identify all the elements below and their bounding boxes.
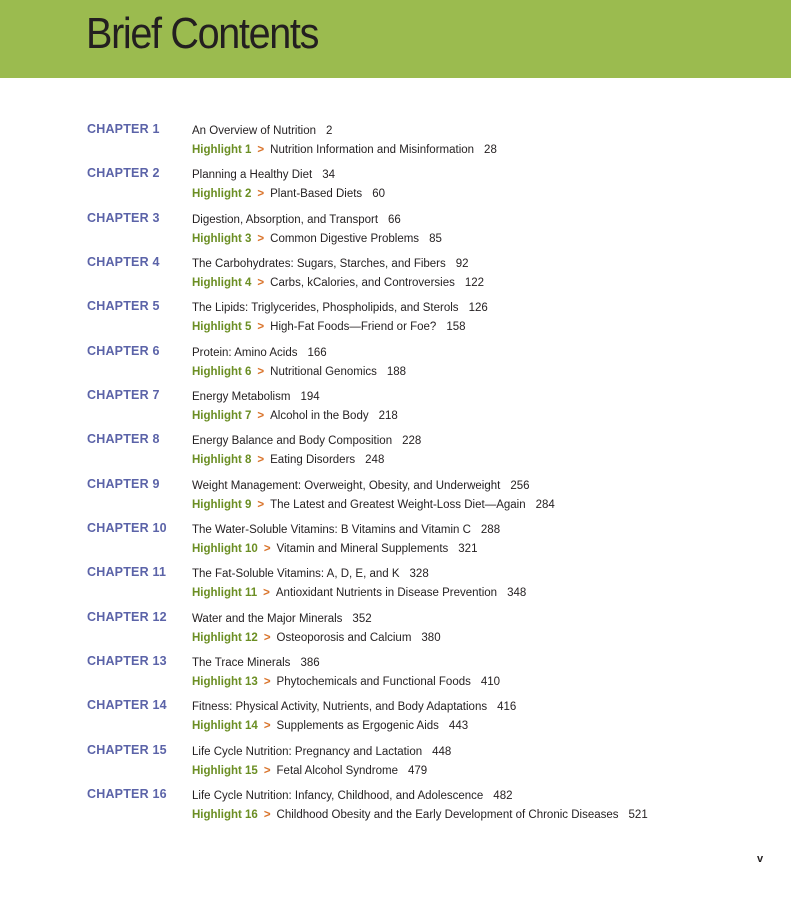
arrow-icon: > — [263, 587, 270, 600]
highlight-page: 443 — [448, 720, 469, 733]
highlight-page: 122 — [464, 277, 485, 290]
chapter-line — [192, 787, 772, 806]
highlight-line — [192, 318, 772, 337]
chapter-line — [192, 122, 772, 141]
arrow-icon: > — [263, 631, 271, 644]
chapter-entry — [0, 121, 791, 165]
chapter-page: 416 — [497, 701, 517, 714]
chapter-entry — [0, 210, 791, 254]
highlight-page: 28 — [484, 144, 497, 156]
highlight-page: 479 — [407, 764, 428, 777]
arrow-icon: > — [257, 498, 265, 511]
page-title: Brief Contents — [86, 9, 319, 58]
highlight-label: Highlight 7 — [192, 410, 252, 423]
chapter-page: 228 — [402, 435, 422, 448]
chapter-page: 2 — [326, 125, 333, 137]
highlight-line — [192, 717, 772, 736]
chapter-page: 288 — [480, 524, 501, 537]
highlight-line — [192, 762, 772, 781]
highlight-label: Highlight 1 — [192, 144, 252, 156]
highlight-line — [192, 141, 772, 160]
arrow-icon: > — [257, 277, 265, 290]
highlight-line — [192, 806, 772, 825]
highlight-title: Plant-Based Diets — [270, 188, 363, 201]
chapter-line — [192, 565, 772, 584]
highlight-line — [192, 540, 772, 559]
highlight-title: Antioxidant Nutrients in Disease Prevention — [275, 587, 498, 600]
chapter-title: The Carbohydrates: Sugars, Starches, and Fibers — [192, 258, 446, 271]
chapter-page: 256 — [510, 479, 530, 492]
highlight-line — [192, 673, 772, 692]
chapter-title: The Lipids: Triglycerides, Phospholipids, and Sterols — [192, 302, 459, 315]
chapter-line — [192, 255, 772, 274]
arrow-icon: > — [263, 720, 271, 733]
chapter-line — [192, 388, 772, 407]
chapter-page: 448 — [432, 745, 452, 758]
chapter-label: CHAPTER 9 — [87, 476, 160, 491]
chapter-title: The Water-Soluble Vitamins: B Vitamins and Vitamin C — [192, 524, 471, 537]
highlight-label: Highlight 9 — [192, 498, 252, 511]
highlight-line — [192, 407, 772, 426]
chapter-line — [192, 743, 772, 762]
chapter-label: CHAPTER 8 — [87, 432, 160, 447]
chapter-label: CHAPTER 7 — [87, 388, 160, 403]
chapter-page: 482 — [493, 790, 513, 803]
highlight-title: Common Digestive Problems — [270, 232, 420, 245]
highlight-line — [192, 185, 772, 204]
highlight-label: Highlight 13 — [192, 676, 258, 689]
highlight-title: Phytochemicals and Functional Foods — [276, 676, 471, 689]
chapter-title: Planning a Healthy Diet — [192, 169, 313, 182]
chapter-line — [192, 698, 772, 717]
highlight-title: Vitamin and Mineral Supplements — [276, 543, 449, 556]
chapter-entry — [0, 742, 791, 786]
chapter-entry — [0, 254, 791, 298]
chapter-title: The Fat-Soluble Vitamins: A, D, E, and K — [192, 568, 400, 581]
chapter-label: CHAPTER 12 — [87, 609, 167, 624]
title-banner — [0, 0, 791, 78]
arrow-icon: > — [257, 144, 265, 156]
highlight-title: Osteoporosis and Calcium — [276, 631, 412, 644]
highlight-page: 218 — [378, 410, 398, 423]
arrow-icon: > — [257, 410, 265, 423]
highlight-label: Highlight 6 — [192, 365, 252, 378]
highlight-label: Highlight 16 — [192, 809, 258, 822]
highlight-title: Fetal Alcohol Syndrome — [276, 764, 398, 777]
highlight-line — [192, 230, 772, 249]
chapter-entry — [0, 431, 791, 475]
chapter-entry — [0, 298, 791, 342]
chapter-page: 194 — [300, 391, 320, 404]
table-of-contents — [0, 121, 791, 831]
highlight-page: 60 — [372, 188, 385, 201]
highlight-label: Highlight 11 — [192, 587, 258, 600]
highlight-title: Carbs, kCalories, and Controversies — [270, 277, 455, 290]
highlight-page: 188 — [386, 365, 407, 378]
highlight-page: 380 — [421, 631, 441, 644]
arrow-icon: > — [257, 188, 265, 201]
chapter-title: An Overview of Nutrition — [192, 125, 316, 137]
highlight-line — [192, 451, 772, 470]
chapter-label: CHAPTER 4 — [87, 255, 160, 270]
chapter-title: Energy Balance and Body Composition — [192, 435, 393, 448]
chapter-entry — [0, 520, 791, 564]
highlight-page: 248 — [365, 454, 385, 467]
chapter-page: 166 — [307, 346, 327, 359]
chapter-label: CHAPTER 16 — [87, 787, 167, 802]
highlight-label: Highlight 4 — [192, 277, 252, 290]
chapter-title: Weight Management: Overweight, Obesity, and Underweight — [192, 479, 501, 492]
arrow-icon: > — [263, 543, 271, 556]
highlight-page: 321 — [458, 543, 478, 556]
chapter-entry — [0, 786, 791, 830]
highlight-title: Nutritional Genomics — [270, 365, 377, 378]
highlight-page: 85 — [429, 232, 442, 245]
highlight-line — [192, 274, 772, 293]
chapter-line — [192, 432, 772, 451]
chapter-label: CHAPTER 3 — [87, 210, 160, 225]
chapter-label: CHAPTER 1 — [87, 122, 160, 136]
highlight-title: Nutrition Information and Misinformation — [270, 144, 475, 156]
chapter-line — [192, 654, 772, 673]
chapter-entry — [0, 609, 791, 653]
highlight-title: Eating Disorders — [270, 454, 356, 467]
chapter-page: 66 — [388, 213, 401, 226]
highlight-title: Supplements as Ergogenic Aids — [276, 720, 439, 733]
chapter-title: Life Cycle Nutrition: Infancy, Childhood, and Adolescence — [192, 790, 484, 803]
highlight-line — [192, 363, 772, 382]
chapter-line — [192, 211, 772, 230]
highlight-title: The Latest and Greatest Weight-Loss Diet—Again — [270, 498, 526, 511]
chapter-line — [192, 521, 772, 540]
chapter-entry — [0, 653, 791, 697]
chapter-page: 386 — [300, 657, 320, 670]
highlight-label: Highlight 8 — [192, 454, 252, 467]
chapter-entry — [0, 697, 791, 741]
chapter-page: 34 — [322, 169, 335, 182]
chapter-entry — [0, 343, 791, 387]
highlight-title: Childhood Obesity and the Early Development of Chronic Diseases — [276, 809, 619, 822]
chapter-entry — [0, 165, 791, 209]
highlight-page: 284 — [535, 498, 555, 511]
chapter-page: 126 — [468, 302, 488, 315]
arrow-icon: > — [257, 454, 265, 467]
chapter-title: The Trace Minerals — [192, 657, 291, 670]
chapter-page: 328 — [409, 568, 429, 581]
highlight-page: 348 — [507, 587, 527, 600]
highlight-title: Alcohol in the Body — [270, 410, 369, 423]
chapter-label: CHAPTER 5 — [87, 299, 160, 314]
chapter-label: CHAPTER 13 — [87, 654, 167, 669]
arrow-icon: > — [257, 232, 265, 245]
highlight-line — [192, 629, 772, 648]
chapter-entry — [0, 476, 791, 520]
chapter-page: 92 — [455, 258, 469, 271]
chapter-title: Life Cycle Nutrition: Pregnancy and Lactation — [192, 745, 423, 758]
arrow-icon: > — [263, 809, 271, 822]
chapter-title: Digestion, Absorption, and Transport — [192, 213, 379, 226]
arrow-icon: > — [263, 676, 271, 689]
chapter-line — [192, 166, 772, 185]
chapter-line — [192, 299, 772, 318]
highlight-label: Highlight 3 — [192, 232, 252, 245]
chapter-page: 352 — [352, 612, 372, 625]
chapter-line — [192, 477, 772, 496]
chapter-title: Protein: Amino Acids — [192, 346, 298, 359]
chapter-entry — [0, 387, 791, 431]
chapter-title: Water and the Major Minerals — [192, 612, 343, 625]
highlight-label: Highlight 10 — [192, 543, 258, 556]
chapter-title: Fitness: Physical Activity, Nutrients, and Body Adaptations — [192, 701, 488, 714]
arrow-icon: > — [257, 321, 265, 334]
highlight-page: 158 — [446, 321, 466, 334]
highlight-page: 410 — [480, 676, 501, 689]
chapter-line — [192, 344, 772, 363]
arrow-icon: > — [257, 365, 265, 378]
chapter-label: CHAPTER 2 — [87, 166, 160, 181]
chapter-line — [192, 610, 772, 629]
highlight-title: High-Fat Foods—Friend or Foe? — [270, 321, 437, 334]
highlight-label: Highlight 5 — [192, 321, 252, 334]
chapter-label: CHAPTER 10 — [87, 521, 167, 536]
highlight-label: Highlight 14 — [192, 720, 258, 733]
highlight-line — [192, 584, 772, 603]
chapter-title: Energy Metabolism — [192, 391, 291, 404]
chapter-label: CHAPTER 6 — [87, 343, 160, 358]
highlight-label: Highlight 12 — [192, 631, 258, 644]
highlight-label: Highlight 2 — [192, 188, 252, 201]
page-folio: v — [757, 853, 764, 865]
highlight-page: 521 — [628, 809, 648, 822]
highlight-line — [192, 496, 772, 515]
chapter-label: CHAPTER 14 — [87, 698, 167, 713]
chapter-label: CHAPTER 15 — [87, 742, 167, 757]
highlight-label: Highlight 15 — [192, 764, 258, 777]
chapter-label: CHAPTER 11 — [87, 565, 167, 580]
arrow-icon: > — [263, 764, 271, 777]
chapter-entry — [0, 564, 791, 608]
